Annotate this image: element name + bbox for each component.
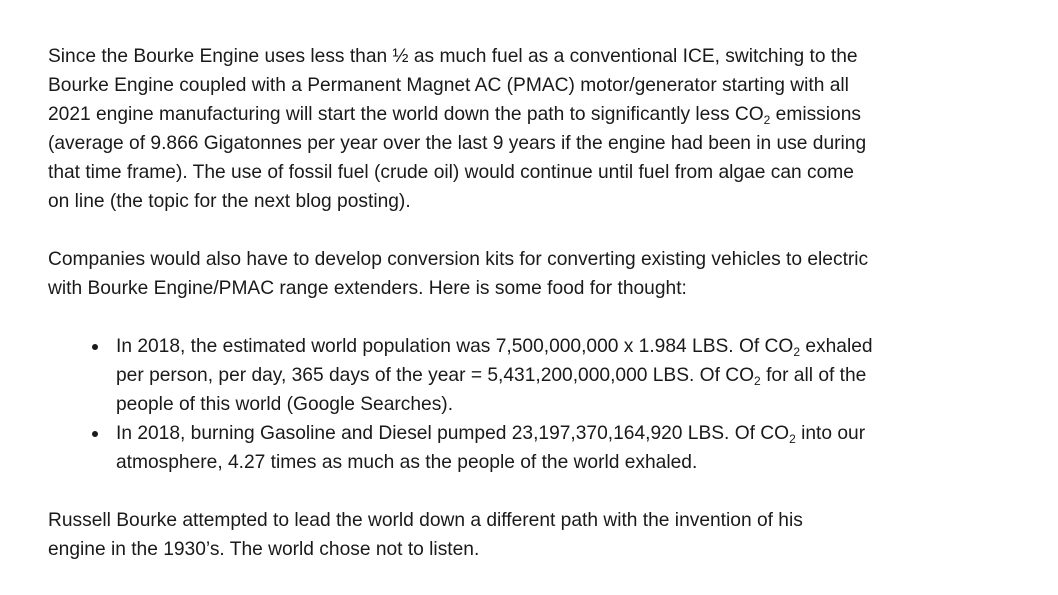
text-line: Companies would also have to develop conversion kits for converting existing vehicles to electric: [48, 249, 869, 270]
text-line: (average of 9.866 Gigatonnes per year over the last 9 years if the engine had been in use during: [48, 133, 867, 154]
text-line: that time frame). The use of fossil fuel (crude oil) would continue until fuel from algae can come: [48, 162, 854, 183]
text-segment: emissions: [770, 104, 861, 125]
text-line: people of this world (Google Searches).: [116, 394, 454, 415]
paragraph-conversion-kits: [48, 245, 1038, 303]
text-line: Russell Bourke attempted to lead the world down a different path with the invention of his: [48, 510, 803, 531]
text-line: [116, 332, 1038, 361]
text-segment: In 2018, burning Gasoline and Diesel pumped 23,197,370,164,920 LBS. Of CO: [116, 423, 790, 444]
text-line: [116, 419, 1038, 448]
paragraph-russell-bourke: [48, 506, 1038, 564]
text-line: with Bourke Engine/PMAC range extenders. Here is some food for thought:: [48, 278, 687, 299]
subscript-two: 2: [754, 374, 761, 388]
text-segment: 2021 engine manufacturing will start the world down the path to significantly less CO: [48, 104, 764, 125]
text-line: engine in the 1930’s. The world chose not to listen.: [48, 539, 480, 560]
text-line: [48, 100, 1038, 129]
text-line: atmosphere, 4.27 times as much as the people of the world exhaled.: [116, 452, 698, 473]
bullet-item-population: [48, 332, 1038, 419]
subscript-two: 2: [789, 432, 796, 446]
text-segment: In 2018, the estimated world population was 7,500,000,000 x 1.984 LBS. Of CO: [116, 336, 794, 357]
text-segment: for all of the: [760, 365, 867, 386]
bullet-list: [48, 332, 1038, 477]
text-line: Bourke Engine coupled with a Permanent Magnet AC (PMAC) motor/generator starting with all: [48, 75, 849, 96]
bullet-dot-icon: [92, 344, 98, 350]
bullet-dot-icon: [92, 431, 98, 437]
subscript-two: 2: [763, 113, 771, 127]
paragraph-spacer: [48, 216, 1038, 245]
text-segment: exhaled: [800, 336, 873, 357]
bullet-item-fuel-emissions: [48, 419, 1038, 477]
text-line: on line (the topic for the next blog posting).: [48, 191, 411, 212]
text-line: Since the Bourke Engine uses less than ½ as much fuel as a conventional ICE, switching to the: [48, 46, 858, 67]
paragraph-bourke-engine: [48, 42, 1038, 216]
text-segment: per person, per day, 365 days of the year = 5,431,200,000,000 LBS. Of CO: [116, 365, 755, 386]
subscript-two: 2: [793, 345, 801, 359]
text-segment: into our: [795, 423, 866, 444]
text-line: [116, 361, 1038, 390]
document-body: [48, 42, 1038, 564]
